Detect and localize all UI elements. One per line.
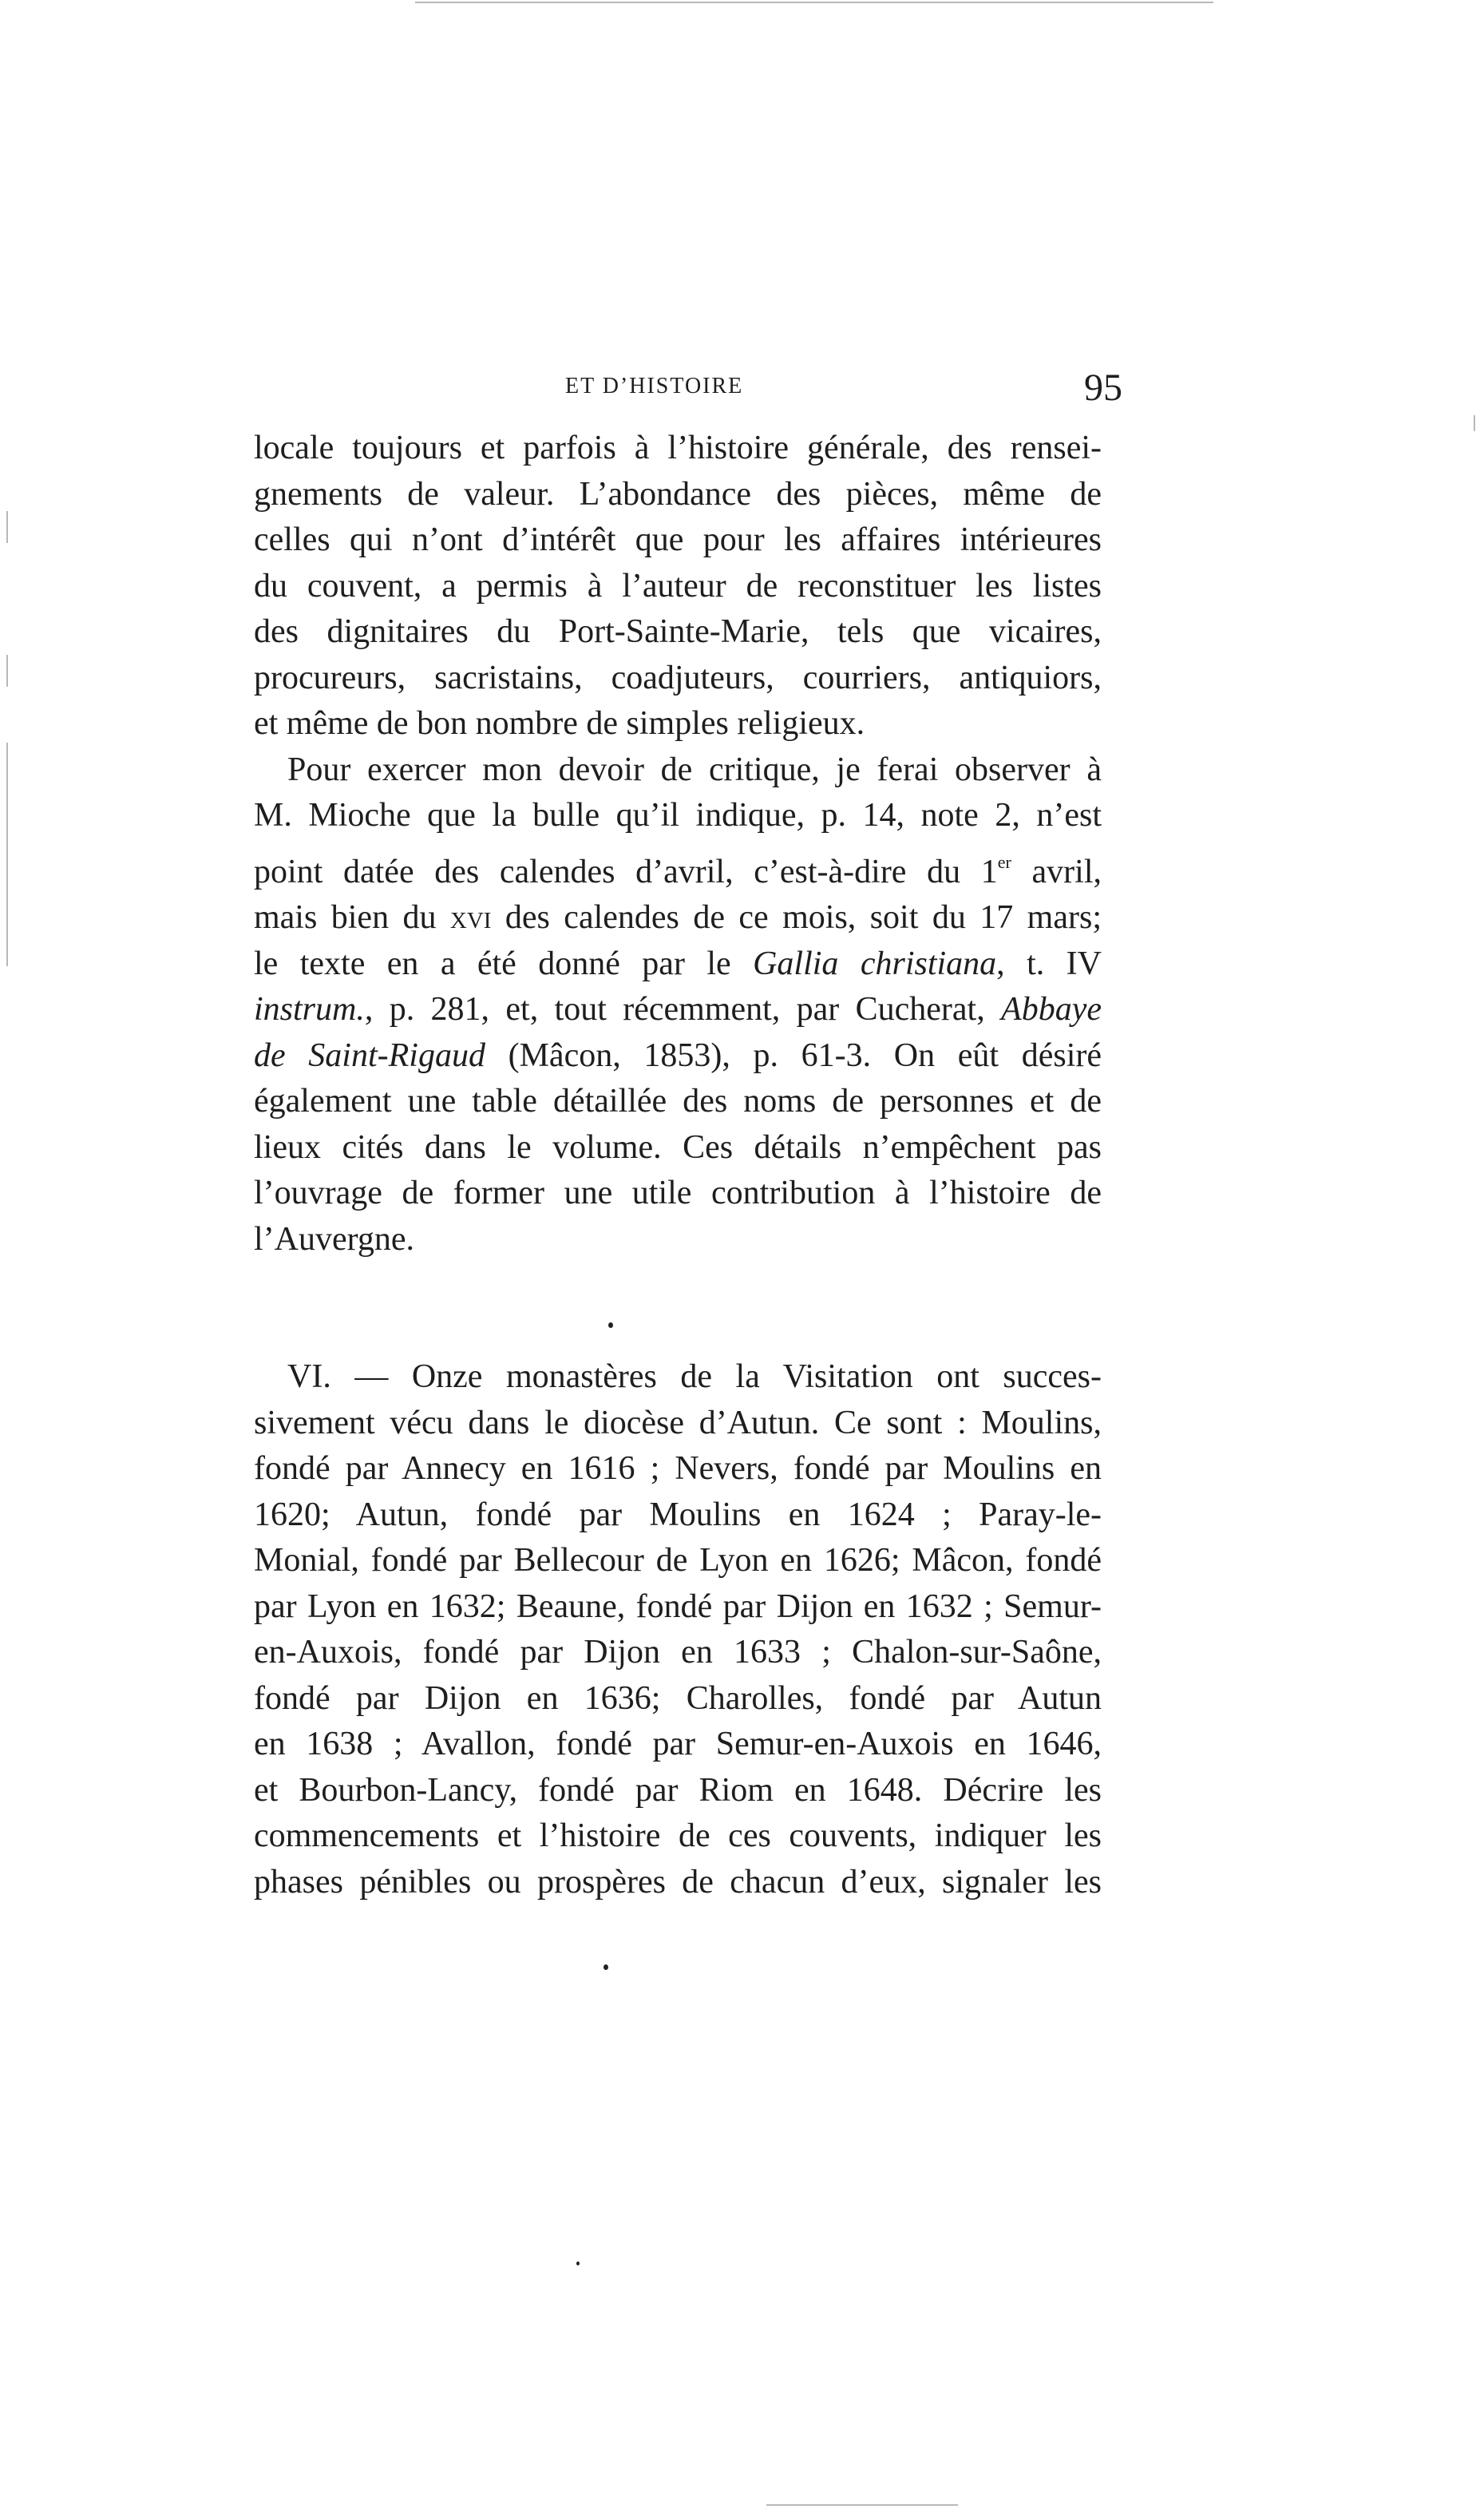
text-line: et même de bon nombre de simples religieux. [254,705,865,742]
text-line: fondé par Dijon en 1636; Charolles, fondé par Autun [254,1679,1102,1717]
ink-speck [576,2261,580,2265]
text-line: fondé par Annecy en 1616 ; Nevers, fondé par Moulins en [254,1450,1102,1487]
left-edge-mark [6,743,8,966]
text-line: des dignitaires du Port-Sainte-Marie, tels que vicaires, [254,613,1102,650]
text-line: mais bien du xvi des calendes de ce mois, soit du 17 mars; [254,899,1102,936]
bottom-edge-line [766,2504,958,2506]
text-line: de Saint-Rigaud (Mâcon, 1853), p. 61-3. On eût désiré [254,1037,1102,1074]
text-line: 1620; Autun, fondé par Moulins en 1624 ; Paray-le- [254,1496,1102,1533]
paragraph-1 [254,426,1102,747]
text-line: sivement vécu dans le diocèse d’Autun. Ce sont : Moulins, [254,1404,1102,1441]
text-line: lieux cités dans le volume. Ces détails n’empêchent pas [254,1128,1102,1166]
text-line: instrum., p. 281, et, tout récemment, par Cucherat, Abbaye [254,991,1102,1028]
right-edge-mark [1474,415,1475,431]
text-line: Monial, fondé par Bellecour de Lyon en 1626; Mâcon, fondé [254,1542,1102,1579]
text-line: par Lyon en 1632; Beaune, fondé par Dijon en 1632 ; Semur- [254,1587,1102,1625]
text-line: commencements et l’histoire de ces couvents, indiquer les [254,1817,1102,1854]
text-line: M. Mioche que la bulle qu’il indique, p. 14, note 2, n’est [254,797,1102,834]
text-line: et Bourbon-Lancy, fondé par Riom en 1648. Décrire les [254,1771,1102,1809]
text-line: l’Auvergne. [254,1220,414,1258]
text-line: phases pénibles ou prospères de chacun d’eux, signaler les [254,1863,1102,1901]
text-line: le texte en a été donné par le Gallia christiana, t. IV [254,945,1102,982]
text-line: en-Auxois, fondé par Dijon en 1633 ; Chalon-sur-Saône, [254,1634,1102,1671]
running-head [254,366,1126,414]
ink-speck [608,1322,613,1328]
text-line: du couvent, a permis à l’auteur de reconstituer les listes [254,567,1102,604]
text-line: locale toujours et parfois à l’histoire générale, des rensei- [254,430,1102,466]
text-line: également une table détaillée des noms de personnes et de [254,1083,1102,1120]
paragraph-3 [254,1354,1102,1905]
text-line: Pour exercer mon devoir de critique, je ferai observer à [287,751,1102,788]
section-gap [254,1262,1102,1354]
text-line: gnements de valeur. L’abondance des pièces, même de [254,475,1102,513]
top-edge-line [415,2,1213,3]
page-number: 95 [1084,367,1122,409]
text-line: l’ouvrage de former une utile contribution à l’histoire de [254,1175,1102,1211]
ink-speck [603,1964,608,1970]
text-line: celles qui n’ont d’intérêt que pour les affaires intérieures [254,521,1102,558]
paragraph-2 [254,747,1102,1263]
text-line: en 1638 ; Avallon, fondé par Semur-en-Auxois en 1646, [254,1726,1102,1762]
text-line: VI. — Onze monastères de la Visitation ont succes- [287,1358,1102,1395]
text-line: procureurs, sacristains, coadjuteurs, courriers, antiquiors, [254,659,1102,696]
left-edge-mark [6,511,8,543]
running-title: ET D’HISTOIRE [565,374,744,398]
body-text [254,426,1102,1905]
left-edge-mark [6,655,8,687]
text-line: point datée des calendes d’avril, c’est-à-dire du 1er avril, [254,851,1102,890]
